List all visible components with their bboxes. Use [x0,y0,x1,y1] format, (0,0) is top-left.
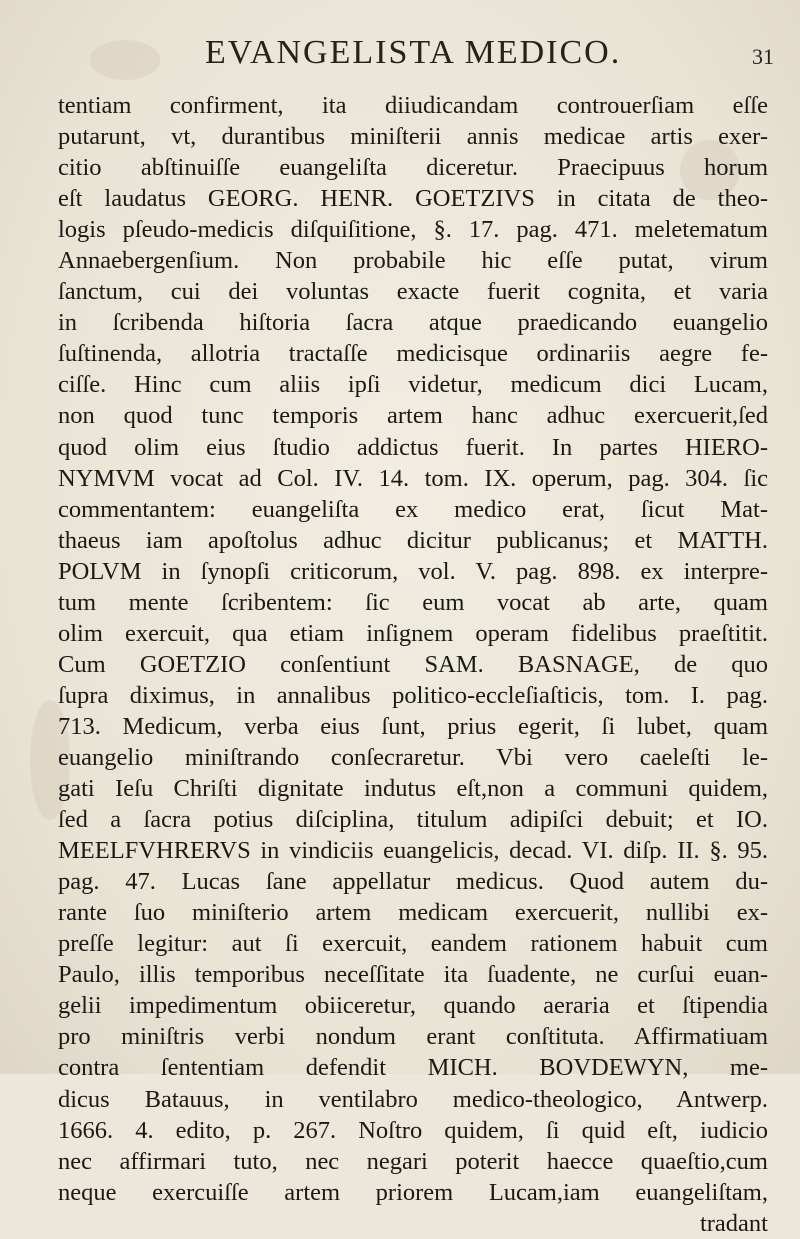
text-line: nec affirmari tuto, nec negari poterit haecce quaeſtio,cum [58,1147,768,1175]
body-text [58,90,768,1239]
text-line: contra ſententiam defendit MICH. BOVDEWYN, me- [58,1054,768,1082]
text-line: rante ſuo miniſterio artem medicam exercuerit, nullibi ex- [58,899,768,927]
text-line: ſed a ſacra potius diſciplina, titulum adipiſci debuit; et IO. [58,806,768,834]
text-line: preſſe legitur: aut ſi exercuit, eandem rationem habuit cum [58,930,768,958]
catchword: tradant [699,1209,768,1237]
text-line: thaeus iam apoſtolus adhuc dicitur publicanus; et MATTH. [58,526,768,554]
text-line: citio abſtinuiſſe euangeliſta diceretur. Praecipuus horum [58,154,768,182]
text-line: pro miniſtris verbi nondum erant conſtituta. Affirmatiuam [58,1023,768,1051]
text-line: Cum GOETZIO conſentiunt SAM. BASNAGE, de quo [58,650,768,678]
text-line: ſupra diximus, in annalibus politico-eccleſiaſticis, tom. I. pag. [58,681,768,709]
page-header [0,26,800,76]
text-line: logis pſeudo-medicis diſquiſitione, §. 17. pag. 471. meletematum [58,216,768,244]
text-line: tum mente ſcribentem: ſic eum vocat ab arte, quam [58,588,768,616]
text-line: POLVM in ſynopſi criticorum, vol. V. pag. 898. ex interpre- [58,557,768,585]
running-head: EVANGELISTA MEDICO. [205,34,622,71]
text-line: ciſſe. Hinc cum aliis ipſi videtur, medicum dici Lucam, [58,371,768,399]
text-line: eſt laudatus GEORG. HENR. GOETZIVS in citata de theo- [58,185,768,213]
text-line: gati Ieſu Chriſti dignitate indutus eſt,non a communi quidem, [58,775,768,803]
text-line: MEELFVHRERVS in vindiciis euangelicis, decad. VI. diſp. II. §. 95. [58,837,768,865]
text-line: putarunt, vt, durantibus miniſterii annis medicae artis exer- [58,123,768,151]
page-number: 31 [752,44,774,69]
text-line: in ſcribenda hiſtoria ſacra atque praedicando euangelio [58,309,768,337]
text-line: neque exercuiſſe artem priorem Lucam,iam euangeliſtam, [58,1178,768,1206]
text-line: euangelio miniſtrando conſecraretur. Vbi vero caeleſti le- [58,743,768,771]
text-line: gelii impedimentum obiiceretur, quando aeraria et ſtipendia [58,992,768,1020]
text-line: Paulo, illis temporibus neceſſitate ita ſuadente, ne curſui euan- [58,961,768,989]
text-line: quod olim eius ſtudio addictus fuerit. In partes HIERO- [58,433,768,461]
text-line: ſanctum, cui dei voluntas exacte fuerit cognita, et varia [58,278,768,306]
text-line: Annaebergenſium. Non probabile hic eſſe putat, virum [58,247,768,275]
text-line: olim exercuit, qua etiam inſignem operam fidelibus praeſtitit. [58,619,768,647]
text-line: commentantem: euangeliſta ex medico erat, ſicut Mat- [58,495,768,523]
text-line: tentiam confirment, ita diiudicandam controuerſiam eſſe [58,92,768,119]
text-line: 1666. 4. edito, p. 267. Noſtro quidem, ſi quid eſt, iudicio [58,1116,768,1144]
text-line: non quod tunc temporis artem hanc adhuc exercuerit,ſed [58,402,768,430]
text-line: 713. Medicum, verba eius ſunt, prius egerit, ſi lubet, quam [58,712,768,740]
text-line: NYMVM vocat ad Col. IV. 14. tom. IX. operum, pag. 304. ſic [58,464,768,492]
text-line: ſuſtinenda, allotria tractaſſe medicisque ordinariis aegre fe- [58,340,768,368]
text-line: pag. 47. Lucas ſane appellatur medicus. Quod autem du- [58,868,768,896]
text-line: dicus Batauus, in ventilabro medico-theologico, Antwerp. [58,1085,768,1113]
